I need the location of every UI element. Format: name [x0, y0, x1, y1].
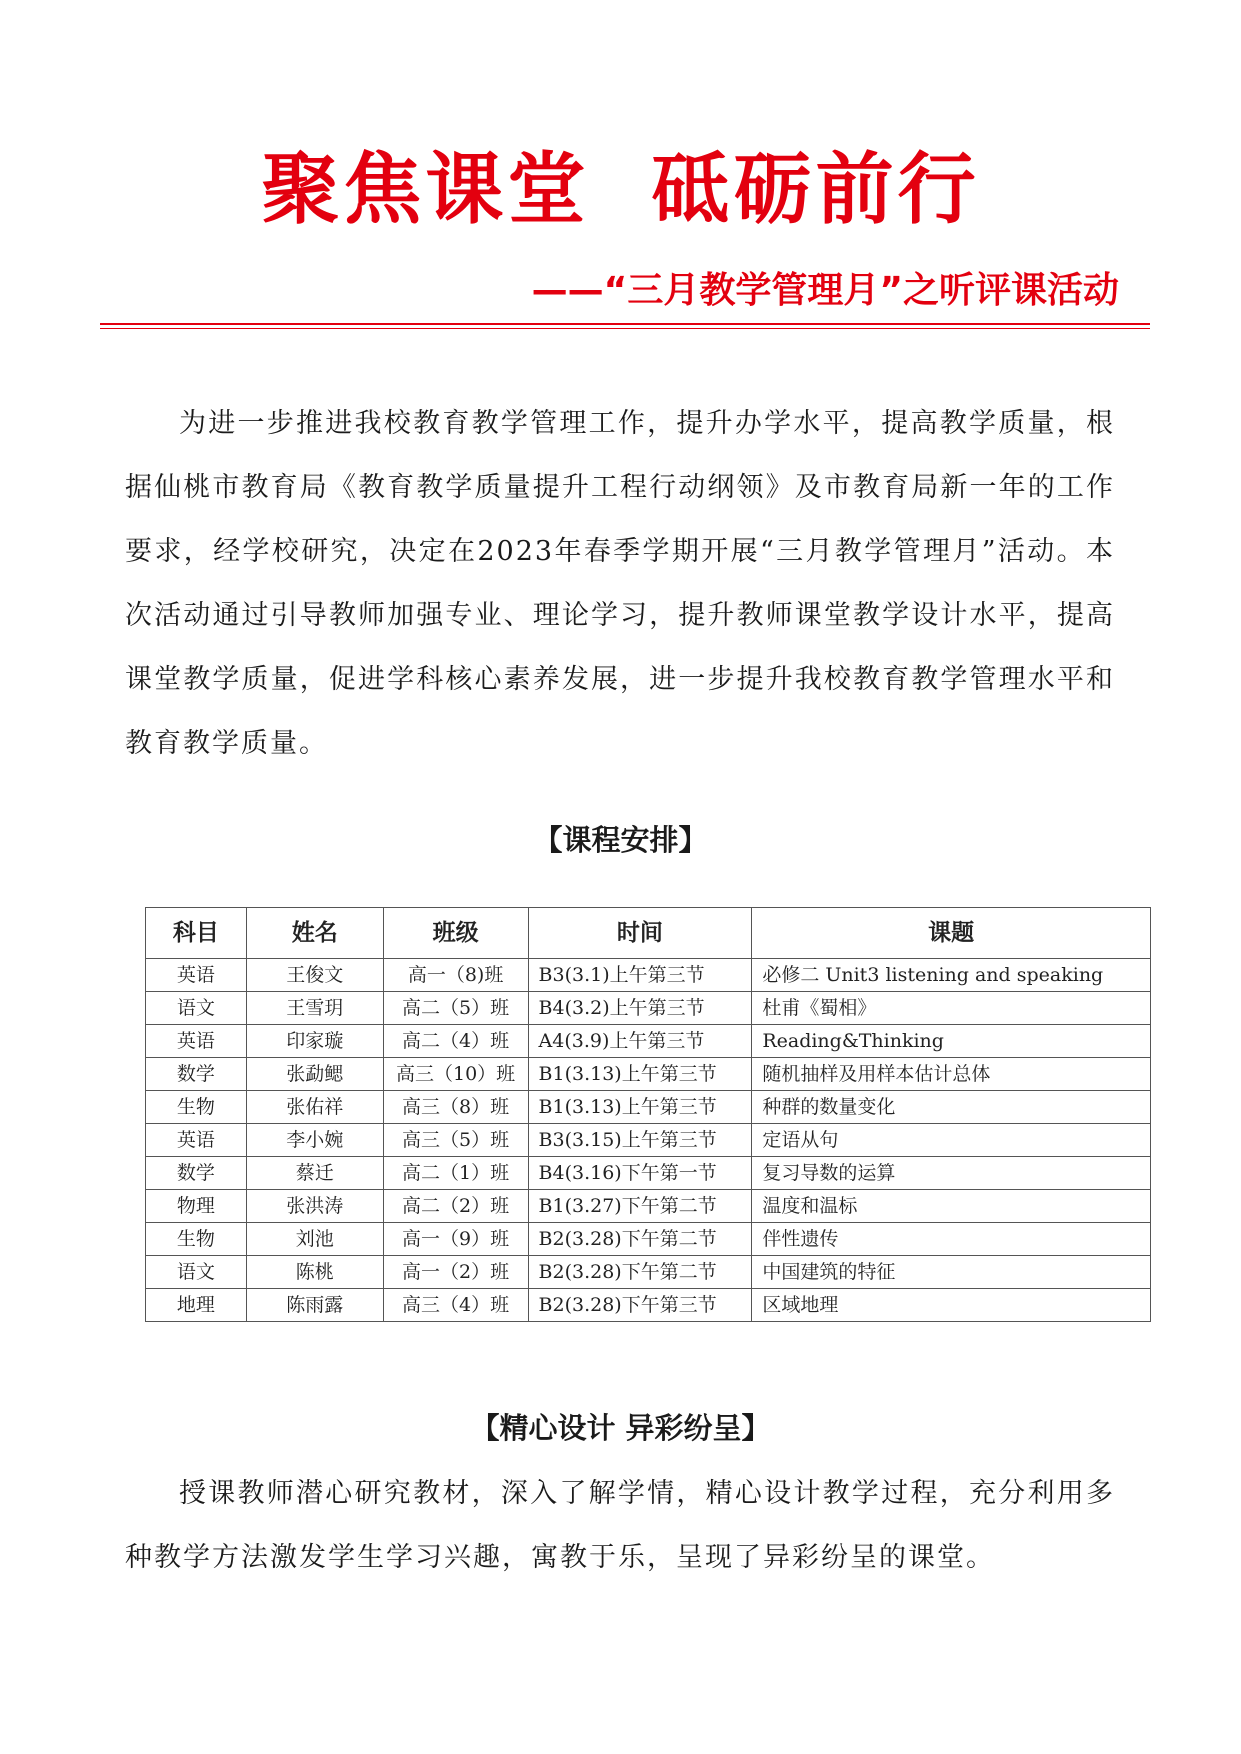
column-header-class: 班级: [383, 908, 528, 959]
cell-name: 王雪玥: [246, 992, 383, 1025]
cell-subject: 生物: [146, 1223, 247, 1256]
cell-class: 高二（1）班: [383, 1157, 528, 1190]
cell-time: B2(3.28)下午第二节: [528, 1256, 752, 1289]
cell-time: B4(3.2)上午第三节: [528, 992, 752, 1025]
cell-topic: 伴性遗传: [752, 1223, 1151, 1256]
cell-name: 印家璇: [246, 1025, 383, 1058]
cell-class: 高三（5）班: [383, 1124, 528, 1157]
cell-time: B1(3.13)上午第三节: [528, 1058, 752, 1091]
cell-subject: 物理: [146, 1190, 247, 1223]
cell-subject: 英语: [146, 1124, 247, 1157]
cell-topic: 中国建筑的特征: [752, 1256, 1151, 1289]
table-row: [146, 1025, 1151, 1058]
cell-name: 张佑祥: [246, 1091, 383, 1124]
column-header-time: 时间: [528, 908, 752, 959]
table-row: [146, 1256, 1151, 1289]
cell-subject: 数学: [146, 1157, 247, 1190]
cell-class: 高一（8)班: [383, 959, 528, 992]
cell-name: 陈桃: [246, 1256, 383, 1289]
table-row: [146, 1223, 1151, 1256]
cell-name: 李小婉: [246, 1124, 383, 1157]
cell-time: B1(3.13)上午第三节: [528, 1091, 752, 1124]
table-row: [146, 1091, 1151, 1124]
cell-time: A4(3.9)上午第三节: [528, 1025, 752, 1058]
cell-topic: 温度和温标: [752, 1190, 1151, 1223]
column-header-name: 姓名: [246, 908, 383, 959]
schedule-table: [145, 907, 1151, 1322]
design-paragraph: 授课教师潜心研究教材，深入了解学情，精心设计教学过程，充分利用多种教学方法激发学生学习兴趣，寓教于乐，呈现了异彩纷呈的课堂。: [125, 1478, 1115, 1573]
cell-time: B2(3.28)下午第二节: [528, 1223, 752, 1256]
table-row: [146, 1058, 1151, 1091]
intro-paragraph: 为进一步推进我校教育教学管理工作，提升办学水平，提高教学质量，根据仙桃市教育局《教育教学质量提升工程行动纲领》及市教育局新一年的工作要求，经学校研究，决定在2023年春季学期开展“三月教学管理月”活动。本次活动通过引导教师加强专业、理论学习，提升教师课堂教学设计水平，提高课堂教学质量，促进学科核心素养发展，进一步提升我校教育教学管理水平和教育教学质量。: [125, 408, 1115, 759]
cell-name: 张勐鳃: [246, 1058, 383, 1091]
cell-subject: 生物: [146, 1091, 247, 1124]
cell-subject: 语文: [146, 992, 247, 1025]
cell-class: 高二（4）班: [383, 1025, 528, 1058]
cell-topic: 随机抽样及用样本估计总体: [752, 1058, 1151, 1091]
cell-time: B2(3.28)下午第三节: [528, 1289, 752, 1322]
cell-topic: 种群的数量变化: [752, 1091, 1151, 1124]
table-row: [146, 1157, 1151, 1190]
cell-subject: 英语: [146, 959, 247, 992]
cell-name: 陈雨露: [246, 1289, 383, 1322]
cell-class: 高一（9）班: [383, 1223, 528, 1256]
cell-subject: 语文: [146, 1256, 247, 1289]
cell-name: 蔡迁: [246, 1157, 383, 1190]
cell-topic: 定语从句: [752, 1124, 1151, 1157]
cell-class: 高三（4）班: [383, 1289, 528, 1322]
cell-topic: 复习导数的运算: [752, 1157, 1151, 1190]
cell-name: 刘池: [246, 1223, 383, 1256]
table-row: [146, 992, 1151, 1025]
cell-name: 王俊文: [246, 959, 383, 992]
cell-class: 高三（10）班: [383, 1058, 528, 1091]
cell-time: B3(3.1)上午第三节: [528, 959, 752, 992]
cell-time: B3(3.15)上午第三节: [528, 1124, 752, 1157]
schedule-heading: 【课程安排】: [533, 823, 708, 857]
cell-topic: 区域地理: [752, 1289, 1151, 1322]
cell-name: 张洪涛: [246, 1190, 383, 1223]
table-row: [146, 1289, 1151, 1322]
cell-topic: 杜甫《蜀相》: [752, 992, 1151, 1025]
design-heading: 【精心设计 异彩纷呈】: [470, 1411, 771, 1445]
cell-topic: Reading&Thinking: [752, 1025, 1151, 1058]
cell-subject: 地理: [146, 1289, 247, 1322]
cell-time: B4(3.16)下午第一节: [528, 1157, 752, 1190]
cell-class: 高二（2）班: [383, 1190, 528, 1223]
table-row: [146, 1190, 1151, 1223]
cell-class: 高一（2）班: [383, 1256, 528, 1289]
column-header-topic: 课题: [752, 908, 1151, 959]
page-title: 聚焦课堂 砥砺前行: [261, 145, 980, 235]
cell-subject: 英语: [146, 1025, 247, 1058]
cell-subject: 数学: [146, 1058, 247, 1091]
cell-class: 高二（5）班: [383, 992, 528, 1025]
page-subtitle: ——“三月教学管理月”之听评课活动: [531, 270, 1119, 311]
header-divider-thick: [100, 323, 1150, 325]
cell-topic: 必修二 Unit3 listening and speaking: [752, 959, 1151, 992]
header-divider-thin: [100, 328, 1150, 329]
cell-class: 高三（8）班: [383, 1091, 528, 1124]
column-header-subject: 科目: [146, 908, 247, 959]
cell-time: B1(3.27)下午第二节: [528, 1190, 752, 1223]
table-header-row: [146, 908, 1151, 959]
table-row: [146, 959, 1151, 992]
table-row: [146, 1124, 1151, 1157]
